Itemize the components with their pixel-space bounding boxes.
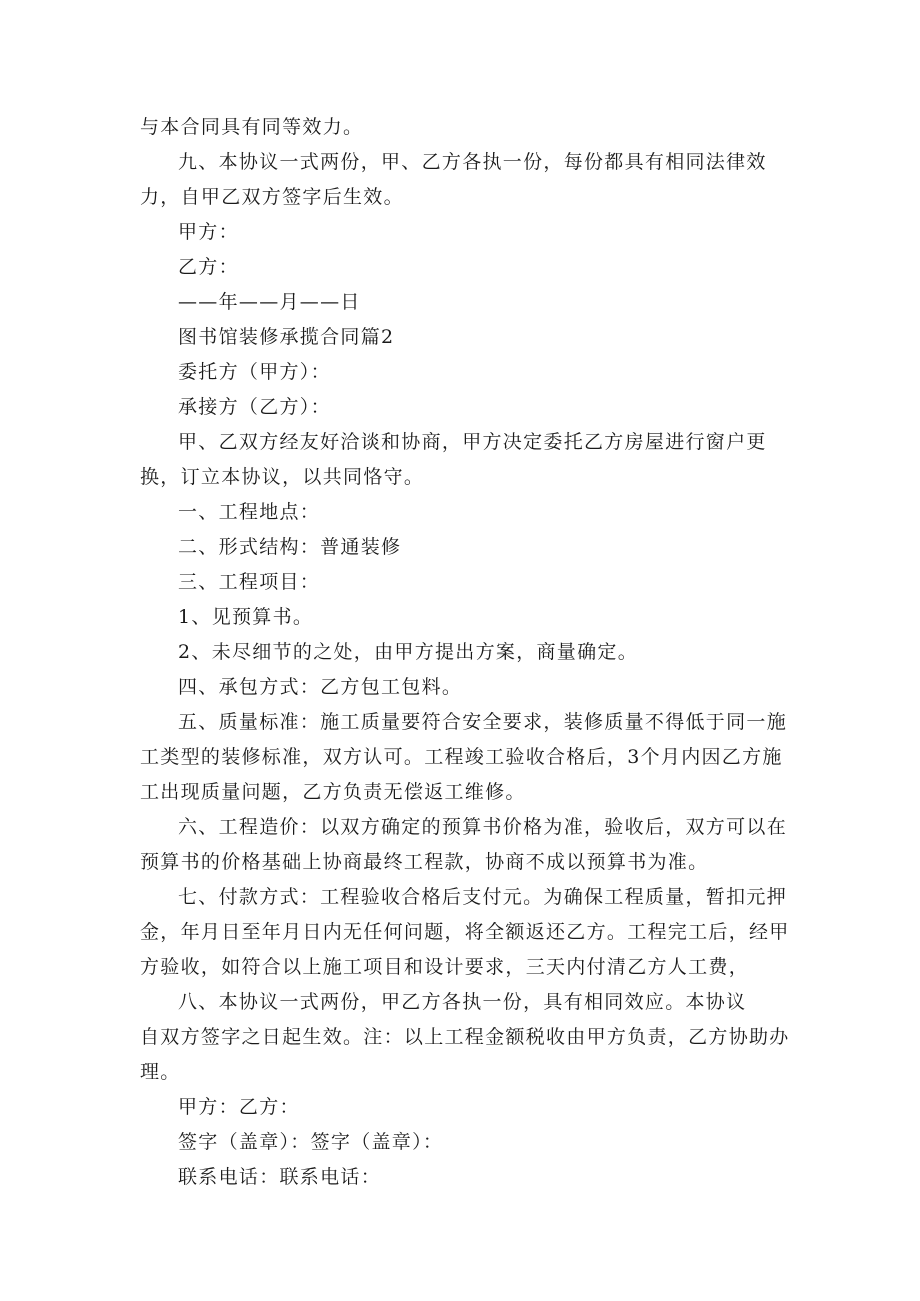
paragraph: 与本合同具有同等效力。 [140,116,364,138]
clause-items: 三、工程项目： [178,571,321,593]
clause-quality: 五、质量标准：施工质量要符合安全要求，装修质量不得低于同一施工类型的装修标准，双方认可。工程竣工验收合格后，3个月内因乙方施工出现质量问题，乙方负责无偿返工维修。 [140,711,788,803]
clause-cost: 六、工程造价：以双方确定的预算书价格为准，验收后，双方可以在预算书的价格基础上协商最终工程款，协商不成以预算书为准。 [140,816,788,873]
paragraph: 自双方签字之日起生效。注：以上工程金额税收由甲方负责，乙方协助办理。 [140,1026,790,1083]
clause-payment: 七、付款方式：工程验收合格后支付元。为确保工程质量，暂扣元押金，年月日至年月日内无任何问题，将全额返还乙方。工程完工后，经甲方验收，如符合以上施工项目和设计要求，三天内付清乙方人工费， [140,886,790,978]
paragraph: 九、本协议一式两份，甲、乙方各执一份，每份都具有相同法律效力，自甲乙双方签字后生效。 [140,151,767,208]
clause-location: 一、工程地点： [178,501,321,523]
contractor-label: 承接方（乙方）： [178,396,331,418]
list-item: 1、见预算书。 [178,606,314,628]
signature-parties: 甲方：乙方： [178,1096,300,1118]
party-a-label: 甲方： [178,221,239,243]
clause-structure: 二、形式结构：普通装修 [178,536,402,558]
contact-phone: 联系电话：联系电话： [178,1166,382,1188]
date-line: ——年——月——日 [178,291,361,313]
list-item: 2、未尽细节的之处，由甲方提出方案，商量确定。 [178,641,638,663]
paragraph: 甲、乙双方经友好洽谈和协商，甲方决定委托乙方房屋进行窗户更换，订立本协议，以共同恪守。 [140,431,767,488]
clause-copies: 八、本协议一式两份，甲乙方各执一份，具有相同效应。本协议 [178,991,747,1013]
clause-contract-method: 四、承包方式：乙方包工包料。 [178,676,463,698]
client-label: 委托方（甲方）： [178,361,331,383]
party-b-label: 乙方： [178,256,239,278]
section-title: 图书馆装修承揽合同篇2 [178,326,395,348]
document-body [140,110,800,1195]
signature-stamp: 签字（盖章）：签字（盖章）： [178,1131,444,1153]
